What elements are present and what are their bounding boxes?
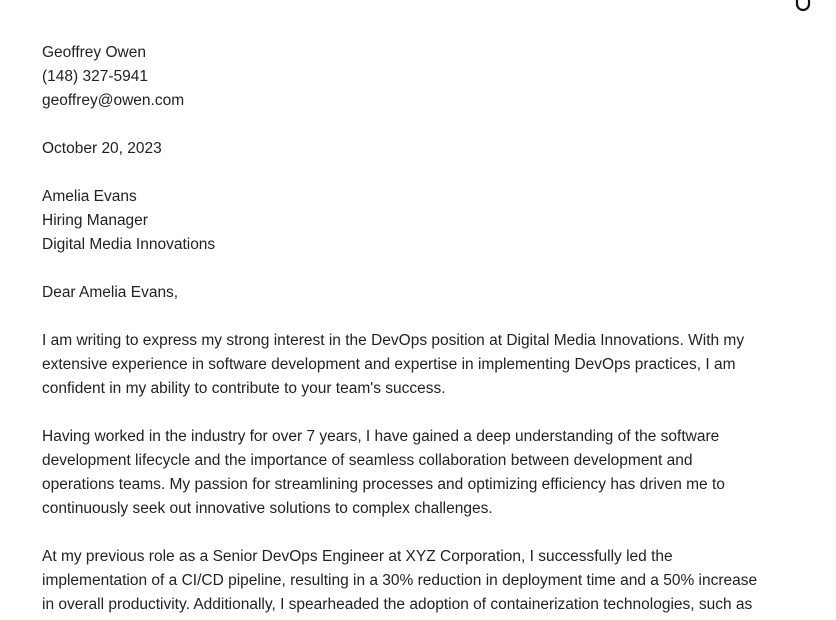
- body-paragraph-1: [42, 329, 802, 401]
- scroll-indicator-icon: [794, 0, 812, 12]
- sender-phone: (148) 327-5941: [42, 68, 148, 85]
- sender-email: geoffrey@owen.com: [42, 92, 185, 109]
- sender-name: Geoffrey Owen: [42, 44, 146, 61]
- recipient-company: Digital Media Innovations: [42, 236, 216, 253]
- paragraph-line: continuously seek out innovative solutions to complex challenges.: [42, 500, 493, 517]
- paragraph-line: development lifecycle and the importance of seamless collaboration between development and: [42, 452, 693, 469]
- salutation-block: [42, 281, 802, 305]
- cover-letter: [42, 41, 802, 620]
- paragraph-line: operations teams. My passion for streamlining processes and optimizing efficiency has driven me to: [42, 476, 725, 493]
- recipient-name: Amelia Evans: [42, 188, 137, 205]
- date-block: [42, 137, 802, 161]
- letter-date: October 20, 2023: [42, 140, 162, 157]
- paragraph-line: confident in my ability to contribute to your team's success.: [42, 380, 446, 397]
- body-paragraph-3: [42, 545, 802, 617]
- paragraph-line: extensive experience in software development and expertise in implementing DevOps practices, I am: [42, 356, 736, 373]
- paragraph-line: implementation of a CI/CD pipeline, resulting in a 30% reduction in deployment time and a 50% increase: [42, 572, 758, 589]
- recipient-title: Hiring Manager: [42, 212, 148, 229]
- paragraph-line: At my previous role as a Senior DevOps Engineer at XYZ Corporation, I successfully led the: [42, 548, 673, 565]
- body-paragraph-2: [42, 425, 802, 521]
- salutation: Dear Amelia Evans,: [42, 284, 179, 301]
- paragraph-line: in overall productivity. Additionally, I spearheaded the adoption of containerization technologies, such as: [42, 596, 753, 613]
- sender-block: [42, 41, 802, 113]
- recipient-block: [42, 185, 802, 257]
- paragraph-line: Having worked in the industry for over 7 years, I have gained a deep understanding of the software: [42, 428, 720, 445]
- paragraph-line: I am writing to express my strong interest in the DevOps position at Digital Media Innovations. With my: [42, 332, 745, 349]
